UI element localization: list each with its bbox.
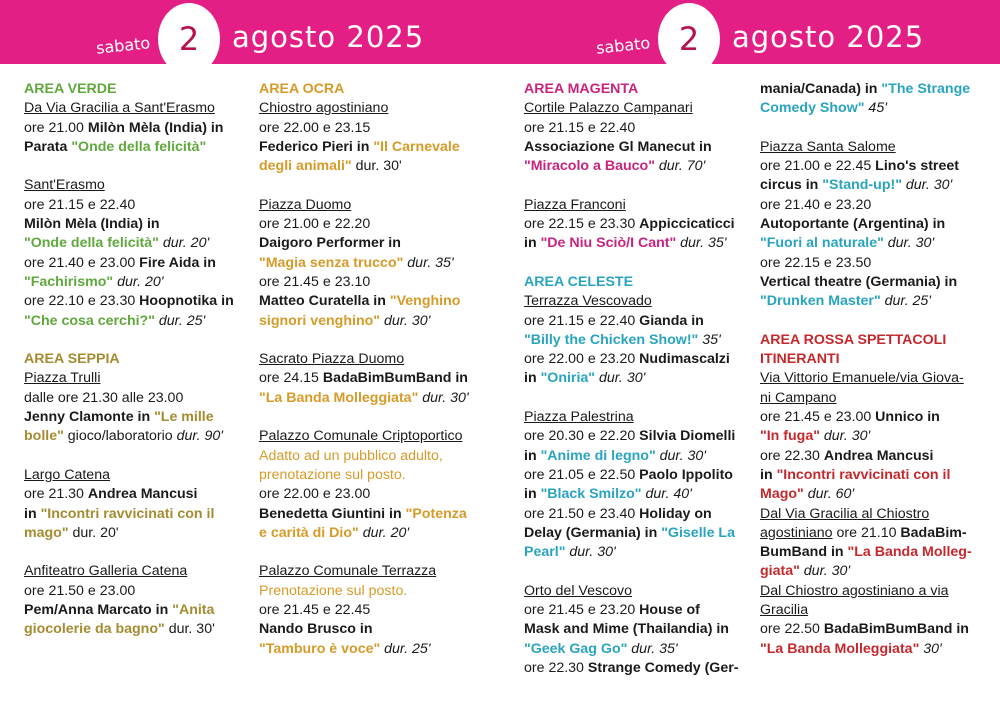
event-line: ore 21.15 e 22.40: [524, 119, 636, 136]
header-left: [0, 0, 500, 64]
event-line: ore 21.40 e 23.20: [760, 196, 872, 213]
event-line: Autoportante (Argentina) in: [760, 216, 946, 233]
month-year: agosto 2025: [732, 20, 925, 54]
note: Adatto ad un pubblico adulto,: [259, 447, 443, 464]
event-line: mago" dur. 20': [24, 524, 119, 541]
event-line: Daigoro Performer in: [259, 235, 401, 252]
event-line: Nando Brusco in: [259, 621, 373, 638]
area-seppia-heading: AREA SEPPIA: [24, 351, 120, 368]
event-line: ore 22.00 e 23.15: [259, 119, 371, 136]
event-line: in "Black Smilzo" dur. 40': [524, 486, 692, 503]
event-line: ore 21.45 e 22.45: [259, 602, 371, 619]
area-celeste-heading: AREA CELESTE: [524, 273, 634, 290]
column-2: [259, 80, 489, 659]
event-line: Comedy Show" 45': [760, 100, 887, 117]
event-line: "La Banda Molleggiata" 30': [760, 640, 942, 657]
event-line: "Miracolo a Bauco" dur. 70': [524, 158, 706, 175]
event-line: Jenny Clamonte in "Le mille: [24, 409, 214, 426]
event-line: Federico Pieri in "Il Carnevale: [259, 138, 460, 155]
event-line: ore 21.05 e 22.50 Paolo Ippolito: [524, 466, 733, 483]
event-line: ore 20.30 e 22.20 Silvia Diomelli: [524, 428, 736, 445]
event-line: ore 21.45 e 23.10: [259, 273, 371, 290]
event-line: Pem/Anna Marcato in "Anita: [24, 602, 215, 619]
event-line: in "De Niu Sciò/I Cant" dur. 35': [524, 235, 727, 252]
event-line: ore 21.15 e 22.40 Gianda in: [524, 312, 704, 329]
event-line: ore 21.00 e 22.20: [259, 216, 371, 233]
venue: Orto del Vescovo: [524, 582, 633, 599]
event-line: ore 22.15 e 23.50: [760, 254, 872, 271]
event-line: ore 21.45 e 23.00 Unnico in: [760, 409, 940, 426]
event-line: "Billy the Chicken Show!" 35': [524, 331, 721, 348]
event-line: ore 21.00 Milòn Mèla (India) in: [24, 119, 224, 136]
event-line: ore 21.40 e 23.00 Fire Aida in: [24, 254, 216, 271]
venue: Gracilia: [760, 602, 809, 619]
event-line: ore 22.30 Andrea Mancusi: [760, 447, 934, 464]
event-line: ore 21.45 e 23.20 House of: [524, 602, 700, 619]
event-line: Associazione Gl Manecut in: [524, 138, 712, 155]
event-line: "Geek Gag Go" dur. 35': [524, 640, 678, 657]
area-rossa-heading: AREA ROSSA SPETTACOLI: [760, 331, 947, 348]
event-line: Benedetta Giuntini in "Potenza: [259, 505, 467, 522]
venue: Via Vittorio Emanuele/via Giova-: [760, 370, 964, 387]
event-line: mania/Canada) in "The Strange: [760, 81, 971, 97]
column-1: [24, 80, 254, 640]
venue: ni Campano: [760, 389, 837, 406]
event-line: Milòn Mèla (India) in: [24, 216, 160, 233]
event-line: ore 22.00 e 23.20 Nudimascalzi: [524, 351, 730, 368]
event-line: in "Incontri ravvicinati con il: [760, 466, 951, 483]
venue: Cortile Palazzo Campanari: [524, 100, 693, 117]
event-line: ore 21.50 e 23.00: [24, 582, 136, 599]
venue: Dal Chiostro agostiniano a via: [760, 582, 949, 599]
event-line: ore 21.30 Andrea Mancusi: [24, 486, 198, 503]
event-line: in "Oniria" dur. 30': [524, 370, 646, 387]
event-line: Mago" dur. 60': [760, 486, 855, 503]
event-line: Mask and Mime (Thailandia) in: [524, 621, 729, 638]
event-line: Pearl" dur. 30': [524, 544, 616, 561]
venue: Piazza Santa Salome: [760, 138, 896, 155]
venue: Da Via Gracilia a Sant'Erasmo: [24, 100, 215, 117]
venue: Piazza Duomo: [259, 196, 352, 213]
event-line: ore 22.50 BadaBimBumBand in: [760, 621, 969, 638]
note: Prenotazione sul posto.: [259, 582, 408, 599]
event-line: degli animali" dur. 30': [259, 158, 402, 175]
venue: Dal Via Gracilia al Chiostro: [760, 505, 930, 522]
weekday: sabato: [595, 33, 652, 58]
event-line: ore 22.15 e 23.30 Appiccicaticci: [524, 216, 735, 233]
event-line: "Magia senza trucco" dur. 35': [259, 254, 454, 271]
event-line: giata" dur. 30': [760, 563, 851, 580]
venue: Sacrato Piazza Duomo: [259, 351, 405, 368]
venue: Largo Catena: [24, 466, 110, 483]
event-line: signori venghino" dur. 30': [259, 312, 431, 329]
venue: Chiostro agostiniano: [259, 100, 389, 117]
event-line: dalle ore 21.30 alle 23.00: [24, 389, 184, 406]
event-line: "Onde della felicità" dur. 20': [24, 235, 210, 252]
event-line: in "Incontri ravvicinati con il: [24, 505, 215, 522]
area-verde-heading: AREA VERDE: [24, 81, 117, 97]
event-line: ore 24.15 BadaBimBumBand in: [259, 370, 468, 387]
area-magenta-heading: AREA MAGENTA: [524, 81, 639, 97]
note: prenotazione sul posto.: [259, 466, 406, 483]
column-3: [524, 80, 754, 678]
event-line: ore 22.30 Strange Comedy (Ger-: [524, 659, 739, 676]
event-line: "Drunken Master" dur. 25': [760, 293, 931, 310]
venue: Terrazza Vescovado: [524, 293, 652, 310]
venue: Palazzo Comunale Criptoportico: [259, 428, 463, 445]
event-line: "Tamburo è voce" dur. 25': [259, 640, 431, 657]
event-line: ore 21.15 e 22.40: [24, 196, 136, 213]
column-4: [760, 80, 990, 659]
venue: Anfiteatro Galleria Catena: [24, 563, 188, 580]
event-line: Delay (Germania) in "Giselle La: [524, 524, 735, 541]
event-line: "Fachirismo" dur. 20': [24, 273, 164, 290]
event-line: ore 21.50 e 23.40 Holiday on: [524, 505, 712, 522]
area-ocra-heading: AREA OCRA: [259, 81, 345, 97]
event-line: bolle" gioco/laboratorio dur. 90': [24, 428, 223, 445]
venue: Piazza Palestrina: [524, 409, 634, 426]
event-line: circus in "Stand-up!" dur. 30': [760, 177, 953, 194]
event-line: Vertical theatre (Germania) in: [760, 273, 958, 290]
venue: Sant'Erasmo: [24, 177, 105, 194]
event-line: ore 22.00 e 23.00: [259, 486, 371, 503]
area-rossa-heading: ITINERANTI: [760, 351, 840, 368]
venue: Piazza Trulli: [24, 370, 101, 387]
event-line: ore 22.10 e 23.30 Hoopnotika in: [24, 293, 234, 310]
event-line: "La Banda Molleggiata" dur. 30': [259, 389, 469, 406]
event-line: agostiniano ore 21.10 BadaBim-: [760, 524, 967, 541]
event-line: e carità di Dio" dur. 20': [259, 524, 410, 541]
event-line: Parata "Onde della felicità": [24, 138, 207, 155]
venue: Piazza Franconi: [524, 196, 626, 213]
day-number: 2: [158, 3, 220, 75]
venue: Palazzo Comunale Terrazza: [259, 563, 437, 580]
event-line: in "Anime di legno" dur. 30': [524, 447, 706, 464]
event-line: "Fuori al naturale" dur. 30': [760, 235, 935, 252]
event-line: BumBand in "La Banda Molleg-: [760, 544, 972, 561]
weekday: sabato: [95, 33, 152, 58]
event-line: "In fuga" dur. 30': [760, 428, 871, 445]
day-number: 2: [658, 3, 720, 75]
event-line: giocolerie da bagno" dur. 30': [24, 621, 215, 638]
month-year: agosto 2025: [232, 20, 425, 54]
event-line: ore 21.00 e 22.45 Lino's street: [760, 158, 959, 175]
header-right: [500, 0, 1000, 64]
event-line: "Che cosa cerchi?" dur. 25': [24, 312, 206, 329]
event-line: Matteo Curatella in "Venghino: [259, 293, 461, 310]
